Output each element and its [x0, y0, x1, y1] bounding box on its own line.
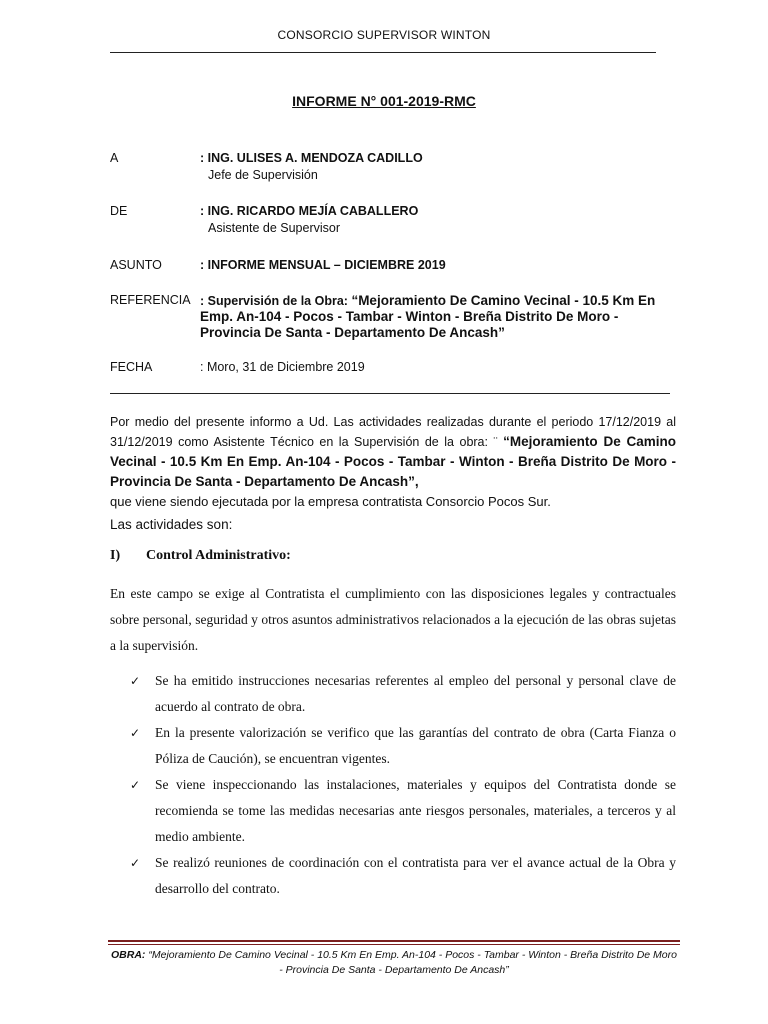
footer-project: [108, 948, 680, 978]
report-title: INFORME N° 001-2019-RMC: [292, 93, 476, 109]
memo-label-reference: REFERENCIA: [110, 293, 191, 307]
footer-label: OBRA:: [111, 949, 146, 961]
check-icon: ✓: [130, 856, 141, 870]
footer-text: “Mejoramiento De Camino Vecinal - 10.5 Km En Emp. An-104 - Pocos - Tambar - Winton - Breña Distrito De Moro - Provincia De Santa - Departamento De Ancash”: [145, 949, 677, 976]
memo-to-name: : ING. ULISES A. MENDOZA CADILLO: [200, 151, 423, 165]
memo-label-date: FECHA: [110, 360, 153, 374]
section-number: I): [110, 548, 121, 563]
memo-value-date: : Moro, 31 de Diciembre 2019: [200, 360, 365, 374]
memo-value-to: [200, 151, 690, 182]
intro-project: “Mejoramiento De Camino Vecinal - 10.5 Km En Emp. An-104 - Pocos - Tambar - Winton - Breña Distrito De Moro - Provincia De Santa - Departamento De Ancash”,: [110, 434, 676, 489]
memo-divider: [110, 393, 670, 394]
reference-prefix: : Supervisión de la Obra:: [200, 294, 352, 308]
memo-label-subject: ASUNTO: [110, 258, 162, 272]
memo-to-role: Jefe de Supervisión: [208, 168, 318, 182]
footer-divider-thick: [108, 940, 680, 942]
bullet-list: [130, 668, 676, 902]
intro-paragraph: [110, 412, 676, 512]
memo-label-to: A: [110, 151, 119, 165]
check-icon: ✓: [130, 778, 141, 792]
bullet-text: Se ha emitido instrucciones necesarias referentes al empleo del personal y personal clave de acuerdo al contrato de obra.: [155, 673, 676, 714]
list-item: [130, 850, 676, 902]
list-item: [130, 668, 676, 720]
section-heading: [110, 548, 291, 564]
header-organization: CONSORCIO SUPERVISOR WINTON: [277, 28, 491, 42]
reference-project: “Mejoramiento De Camino Vecinal - 10.5 Km En Emp. An-104 - Pocos - Tambar - Winton - Breña Distrito De Moro - Provincia De Santa - Departamento De Ancash”: [200, 293, 656, 340]
memo-from-role: Asistente de Supervisor: [208, 221, 341, 235]
list-item: [130, 720, 676, 772]
section-paragraph: En este campo se exige al Contratista el cumplimiento con las disposiciones legales y contractuales sobre personal, seguridad y otros asuntos administrativos relacionados a la ejecución de las obras sujetas a la supervisión.: [110, 586, 676, 653]
memo-value-from: [200, 204, 690, 235]
check-icon: ✓: [130, 674, 141, 688]
bullet-text: Se viene inspeccionando las instalaciones, materiales y equipos del Contratista donde se recomienda se tome las medidas necesarias ante riesgos personales, materiales, a terceros y al medio ambiente.: [155, 777, 676, 844]
memo-label-from: DE: [110, 204, 128, 218]
bullet-text: Se realizó reuniones de coordinación con el contratista para ver el avance actual de la Obra y desarrollo del contrato.: [155, 855, 676, 896]
bullet-text: En la presente valorización se verifico que las garantías del contrato de obra (Carta Fianza o Póliza de Caución), se encuentran vigentes.: [155, 725, 676, 766]
intro-end: que viene siendo ejecutada por la empresa contratista Consorcio Pocos Sur.: [110, 494, 551, 509]
memo-value-reference: [200, 293, 680, 341]
footer-divider-thin: [108, 944, 680, 945]
header-divider: [110, 52, 656, 53]
memo-value-subject: : INFORME MENSUAL – DICIEMBRE 2019: [200, 258, 446, 272]
list-item: [130, 772, 676, 850]
memo-from-name: : ING. RICARDO MEJÍA CABALLERO: [200, 204, 419, 218]
section-title: Control Administrativo:: [146, 548, 291, 563]
activities-label: Las actividades son:: [110, 517, 233, 532]
intro-start: Por medio del presente informo a Ud. Las actividades realizadas durante el periodo 17/12/2019 al 31/12/2019 como Asistente Técnico en la Supervisión de la obra: ¨: [110, 415, 676, 449]
check-icon: ✓: [130, 726, 141, 740]
